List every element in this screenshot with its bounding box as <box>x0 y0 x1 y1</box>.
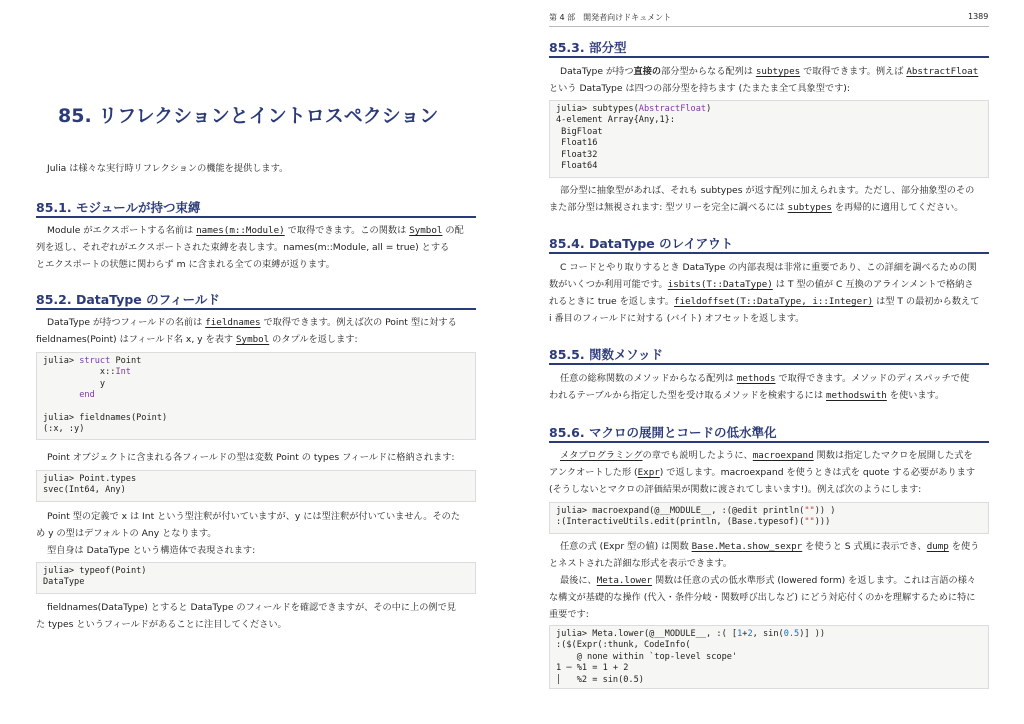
section-85-6-title: 85.6. マクロの展開とコードの低水準化 <box>549 425 777 440</box>
symbol-link[interactable]: Symbol <box>409 225 443 236</box>
code-line: :(InteractiveUtils.edit(println, (Base.typesof)(""))) <box>556 517 831 528</box>
section-rule <box>36 216 476 218</box>
subtypes-link[interactable]: subtypes <box>787 202 832 213</box>
subtypes-link[interactable]: subtypes <box>755 66 801 77</box>
code-line: │ %2 = sin(0.5) <box>556 674 644 685</box>
section-85-1-title: 85.1. モジュールが持つ束縛 <box>36 200 201 215</box>
code-line: julia> subtypes(AbstractFloat) <box>556 104 712 114</box>
code-line: svec(Int64, Any) <box>43 485 126 496</box>
code-line: julia> fieldnames(Point) <box>43 413 168 424</box>
paragraph: 任意の式 (Expr 型の値) は関数 Base.Meta.show_sexpr を使うと S 式風に表示でき、dump を使う とネストされた詳細な形式を表示できます。 最後に、Meta.lower 関数は任意の式の低水準形式 (lowered form) を返します。これは言語の様々 な構文が基礎的な操作 (代入・条件分岐・関数呼び出しなど) にどう対応付くのかを理解するために特に 重要です: <box>549 541 980 620</box>
metaprogramming-link[interactable]: メタプログラミング <box>560 450 643 461</box>
code-line: 4-element Array{Any,1}: <box>556 115 675 126</box>
isbits-link[interactable]: isbits(T::DataType) <box>667 279 773 290</box>
section-85-5-body: 任意の総称関数のメソッドからなる配列は methods で取得できます。メソッドのディスパッチで使 われるテーブルから指定した型を受け取るメソッドを検索するには methodswith を使います。 <box>549 373 970 401</box>
section-85-5-title: 85.5. 関数メソッド <box>549 347 663 362</box>
section-85-3-title: 85.3. 部分型 <box>549 40 627 55</box>
code-block-struct-point <box>36 352 476 440</box>
names-link[interactable]: names(m::Module) <box>196 225 285 236</box>
code-block-point-types <box>36 470 476 502</box>
expr-link[interactable]: Expr <box>637 467 660 478</box>
fieldoffset-link[interactable]: fieldoffset(T::DataType, i::Integer) <box>674 296 874 307</box>
symbol-link[interactable]: Symbol <box>236 334 270 345</box>
right-page <box>512 0 1024 724</box>
section-85-6-intro: メタプログラミングの章でも説明したように、macroexpand 関数は指定したマクロを展開した式を アンクオートした形 (Expr) で返します。macroexpand を使うときは式を quote する必要があります (そうしないとマクロの評価結果が関数に渡されてしまいます!)。例えば次のようにします: <box>549 450 976 495</box>
code-line: 1 ─ %1 = 1 + 2 <box>556 663 629 674</box>
code-line: y <box>43 378 106 389</box>
section-rule <box>549 363 989 365</box>
code-line: (:x, :y) <box>43 424 85 435</box>
running-header-part: 第 4 部 開発者向けドキュメント <box>549 13 672 22</box>
methods-link[interactable]: methods <box>736 373 776 384</box>
paragraph: fieldnames(DataType) とすると DataType のフィールドを確認できますが、その中に上の例で見 た types というフィールドがあることに注目してください。 <box>36 602 456 630</box>
code-line: Float64 <box>556 161 598 172</box>
chapter-title: 85. リフレクションとイントロスペクション <box>58 105 439 127</box>
code-line: @ none within `top-level scope' <box>556 651 738 662</box>
code-block-typeof-point <box>36 562 476 594</box>
header-divider <box>549 26 989 27</box>
intro-paragraph: Julia は様々な実行時リフレクションの機能を提供します。 <box>47 163 289 174</box>
paragraph: Point 型の定義で x は Int という型注釈が付いていますが、y には型注釈が付いていません。そのた め y の型はデフォルトの Any となります。 型自身は DataType という構造体で表現されます: <box>36 511 461 556</box>
dump-link[interactable]: dump <box>926 541 949 552</box>
code-block-macroexpand <box>549 502 989 534</box>
show-sexpr-link[interactable]: Base.Meta.show_sexpr <box>691 541 803 552</box>
section-85-3-intro: DataType が持つ直接の部分型からなる配列は subtypes で取得できます。例えば AbstractFloat という DataType は四つの部分型を持ちます (たまたま全て具象型です): <box>549 66 979 94</box>
code-line: Float32 <box>556 149 598 160</box>
code-line: julia> Meta.lower(@__MODULE__, :( [1+2, sin(0.5)] )) <box>556 629 826 639</box>
code-line: julia> Point.types <box>43 474 137 484</box>
section-85-2-intro: DataType が持つフィールドの名前は fieldnames で取得できます。例えば次の Point 型に対する fieldnames(Point) はフィールド名 x, y を表す Symbol のタプルを返します: <box>36 317 457 345</box>
meta-lower-link[interactable]: Meta.lower <box>596 575 653 586</box>
code-block-meta-lower <box>549 625 989 689</box>
section-rule <box>549 252 989 254</box>
code-line: x::Int <box>43 367 131 378</box>
code-line: end <box>43 390 95 401</box>
code-line: :($(Expr(:thunk, CodeInfo( <box>556 640 691 651</box>
abstractfloat-link[interactable]: AbstractFloat <box>906 66 979 77</box>
code-line <box>43 402 475 413</box>
methodswith-link[interactable]: methodswith <box>825 390 887 401</box>
section-rule <box>36 308 476 310</box>
macroexpand-link[interactable]: macroexpand <box>752 450 814 461</box>
fieldnames-link[interactable]: fieldnames <box>205 317 261 328</box>
code-line: Float16 <box>556 138 598 149</box>
section-85-2-title: 85.2. DataType のフィールド <box>36 292 220 307</box>
paragraph: 部分型に抽象型があれば、それも subtypes が返す配列に加えられます。ただし、部分抽象型のその また部分型は無視されます: 型ツリーを完全に調べるには subtypes を再帰的に適用してください。 <box>549 185 975 213</box>
page-number: 1389 <box>968 12 989 21</box>
code-line: DataType <box>43 577 85 588</box>
code-line: BigFloat <box>556 126 603 137</box>
section-rule <box>549 56 989 58</box>
section-85-1-body: Module がエクスポートする名前は names(m::Module) で取得できます。この関数は Symbol の配 列を返し、それぞれがエクスポートされた束縛を表します。names(m::Module, all = true) とする とエクスポートの状態に関わらず m に含まれる全ての束縛が返ります。 <box>36 225 464 270</box>
paragraph: Point オブジェクトに含まれる各フィールドの型は変数 Point の types フィールドに格納されます: <box>47 452 455 463</box>
section-rule <box>549 441 989 443</box>
section-85-4-body: C コードとやり取りするとき DataType の内部表現は非常に重要であり、この詳細を調べるための関 数がいくつか利用可能です。isbits(T::DataType) は T 型の値が C 互換のアラインメントで格納さ れるときに true を返します。fieldoffset(T::DataType, i::Integer) は型 T の最初から数えて i 番目のフィールドに対する (バイト) オフセットを返します。 <box>549 262 980 324</box>
code-line: julia> struct Point <box>43 356 142 366</box>
code-line: julia> macroexpand(@__MODULE__, :(@edit println("")) ) <box>556 506 836 516</box>
code-line: julia> typeof(Point) <box>43 566 147 576</box>
code-block-subtypes <box>549 100 989 178</box>
section-85-4-title: 85.4. DataType のレイアウト <box>549 236 734 251</box>
